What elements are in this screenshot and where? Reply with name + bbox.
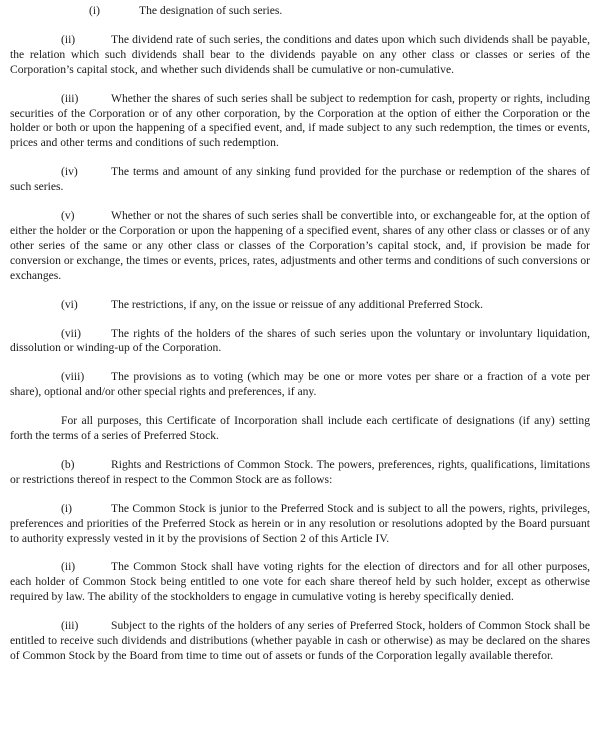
paragraph-certificate-designations <box>10 414 590 444</box>
clause-text: The restrictions, if any, on the issue or reissue of any additional Preferred Stock. <box>111 297 484 311</box>
paragraph-common-dividends <box>10 619 590 664</box>
paragraph-liquidation <box>10 327 590 357</box>
clause-number: (i) <box>89 4 100 17</box>
clause-number: (iii) <box>61 91 79 105</box>
clause-text: Rights and Restrictions of Common Stock. The powers, preferences, rights, qualifications, limitations or restrictions thereof in respect to the Common Stock are as follows: <box>10 457 590 486</box>
clause-text: The Common Stock shall have voting rights for the election of directors and for all other purposes, each holder of Common Stock being entitled to one vote for each share thereof held by such holder, except as otherwise required by law. The ability of the stockholders to engage in cumulative voting is hereby specifically denied. <box>10 560 590 604</box>
paragraph-common-stock-rights <box>10 458 590 488</box>
document-page <box>10 4 590 664</box>
clause-number: (iii) <box>61 619 79 633</box>
clause-text: The designation of such series. <box>139 4 283 17</box>
paragraph-voting-provisions <box>10 370 590 400</box>
clause-text: The dividend rate of such series, the conditions and dates upon which such dividends shall be payable, the relation which such dividends shall bear to the dividends payable on any other class or classes or series of the Corporation’s capital stock, and whether such dividends shall be cumulative or non-cumulative. <box>10 32 590 76</box>
clause-text: The provisions as to voting (which may be one or more votes per share or a fraction of a vote per share), optional and/or other special rights and preferences, if any. <box>10 370 590 399</box>
clause-text: The terms and amount of any sinking fund provided for the purchase or redemption of the shares of such series. <box>10 165 590 194</box>
clause-text: Whether or not the shares of such series shall be convertible into, or exchangeable for, at the option of either the holder or the Corporation or upon the happening of a specified event, shares of any other class or classes or of any other series of the same or any other class or classes of the Corporation’s capital stock, and, if provision be made for conversion or exchange, the times or events, prices, rates, adjustments and other terms and conditions of such conversions or exchanges. <box>10 209 590 282</box>
clause-number: (i) <box>61 501 72 515</box>
clause-number: (ii) <box>61 560 76 574</box>
clause-number: (ii) <box>61 32 76 46</box>
paragraph-designation <box>10 4 590 19</box>
clause-number: (b) <box>61 457 75 471</box>
paragraph-sinking-fund <box>10 165 590 195</box>
clause-number: (viii) <box>61 370 85 384</box>
clause-number: (vii) <box>61 326 81 340</box>
paragraph-dividend-rate <box>10 33 590 78</box>
paragraph-common-voting <box>10 560 590 605</box>
clause-text: The rights of the holders of the shares of such series upon the voluntary or involuntary liquidation, dissolution or winding-up of the Corporation. <box>10 326 590 355</box>
paragraph-junior-stock <box>10 502 590 547</box>
paragraph-restrictions <box>10 298 590 313</box>
clause-text: The Common Stock is junior to the Preferred Stock and is subject to all the powers, rights, privileges, preferences and priorities of the Preferred Stock as herein or in any resolution or resolutions adopted by the Board pursuant to authority expressly vested in it by the provisions of Section 2 of this Article IV. <box>10 501 590 545</box>
clause-number: (vi) <box>61 297 78 311</box>
clause-number: (v) <box>61 209 75 223</box>
clause-text: Subject to the rights of the holders of any series of Preferred Stock, holders of Common Stock shall be entitled to receive such dividends and distributions (whether payable in cash or otherwise) as may be declared on the shares of Common Stock by the Board from time to time out of assets or funds of the Corporation legally available therefor. <box>10 619 590 662</box>
clause-text: Whether the shares of such series shall be subject to redemption for cash, property or rights, including securities of the Corporation or of any other corporation, by the Corporation at the option of either the Corporation or the holder or both or upon the happening of a specified event, and, if made subject to any such redemption, the times or events, prices and other terms and conditions of such redemption. <box>10 91 590 150</box>
clause-number: (iv) <box>61 165 78 179</box>
paragraph-conversion <box>10 209 590 284</box>
paragraph-redemption <box>10 92 590 152</box>
clause-text: For all purposes, this Certificate of Incorporation shall include each certificate of designations (if any) setting forth the terms of a series of Preferred Stock. <box>10 414 590 443</box>
